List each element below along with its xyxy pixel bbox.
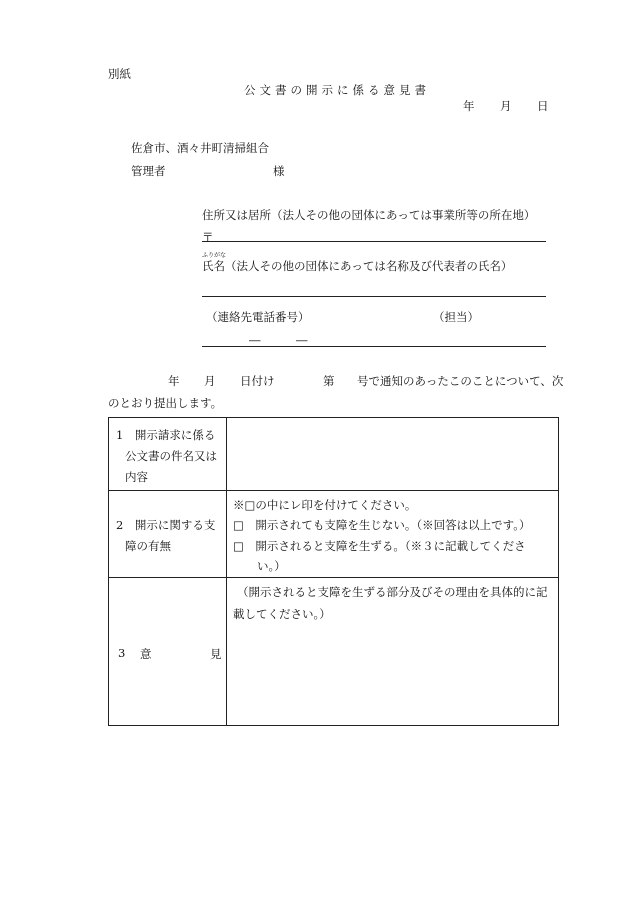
row3-instruction-line1: （開示されると支障を生ずる部分及びその理由を具体的に記 bbox=[237, 585, 548, 599]
phone-underline bbox=[202, 346, 546, 347]
table-row-divider-2 bbox=[108, 577, 558, 578]
address-underline bbox=[202, 241, 546, 242]
row2-note: ※□の中にレ印を付けてください。 bbox=[233, 498, 417, 512]
row3-opinion-field[interactable] bbox=[228, 628, 555, 722]
intro-month: 月 bbox=[204, 374, 216, 388]
intro-year: 年 bbox=[168, 374, 180, 388]
addressee-honorific: 様 bbox=[273, 164, 285, 178]
addressee-organization: 佐倉市、酒々井町清掃組合 bbox=[131, 141, 269, 155]
phone-dash-1: ― bbox=[249, 333, 261, 347]
row1-label-line3: 内容 bbox=[125, 470, 148, 484]
document-title: 公文書の開示に係る意見書 bbox=[244, 83, 430, 97]
intro-date-suffix: 日付け bbox=[240, 374, 275, 388]
row2-label-line1: 2 開示に関する支 bbox=[116, 518, 216, 532]
row2-option-harm[interactable]: □ 開示されると支障を生ずる。（※３に記載してくださ bbox=[233, 539, 526, 553]
date-day: 日 bbox=[537, 99, 549, 113]
name-label: 氏名（法人その他の団体にあっては名称及び代表者の氏名） bbox=[202, 259, 513, 273]
furigana-label: ふりがな bbox=[202, 252, 227, 259]
table-column-divider bbox=[226, 417, 227, 725]
phone-label: （連絡先電話番号） bbox=[206, 310, 310, 324]
row1-label-line1: 1 開示請求に係る bbox=[116, 428, 216, 442]
address-label: 住所又は居所（法人その他の団体にあっては事業所等の所在地） bbox=[202, 208, 536, 222]
row1-label-line2: 公文書の件名又は bbox=[125, 449, 217, 463]
table-row-divider-1 bbox=[108, 490, 558, 491]
contact-person-label: （担当） bbox=[433, 310, 479, 324]
row1-value-field[interactable] bbox=[228, 419, 555, 489]
attachment-label: 別紙 bbox=[108, 67, 131, 81]
intro-line1: 号で通知のあったこのことについて、次 bbox=[357, 374, 564, 388]
addressee-manager: 管理者 bbox=[131, 164, 166, 178]
intro-line2: のとおり提出します。 bbox=[108, 396, 223, 410]
row3-label-num: 3 bbox=[118, 646, 126, 660]
intro-number-prefix: 第 bbox=[323, 374, 335, 388]
phone-dash-2: ― bbox=[296, 333, 308, 347]
date-month: 月 bbox=[500, 99, 512, 113]
row3-label-char1: 意 bbox=[140, 647, 152, 661]
row2-label-line2: 障の有無 bbox=[125, 539, 171, 553]
row2-option-harm-cont: い。） bbox=[257, 559, 286, 573]
row3-label-char2: 見 bbox=[210, 647, 222, 661]
postal-mark: 〒 bbox=[202, 230, 214, 244]
row2-option-no-harm[interactable]: □ 開示されても支障を生じない。（※回答は以上です。） bbox=[233, 518, 531, 532]
date-year: 年 bbox=[463, 99, 475, 113]
name-underline bbox=[202, 296, 546, 297]
row3-instruction-line2: 載してください。） bbox=[233, 607, 331, 621]
